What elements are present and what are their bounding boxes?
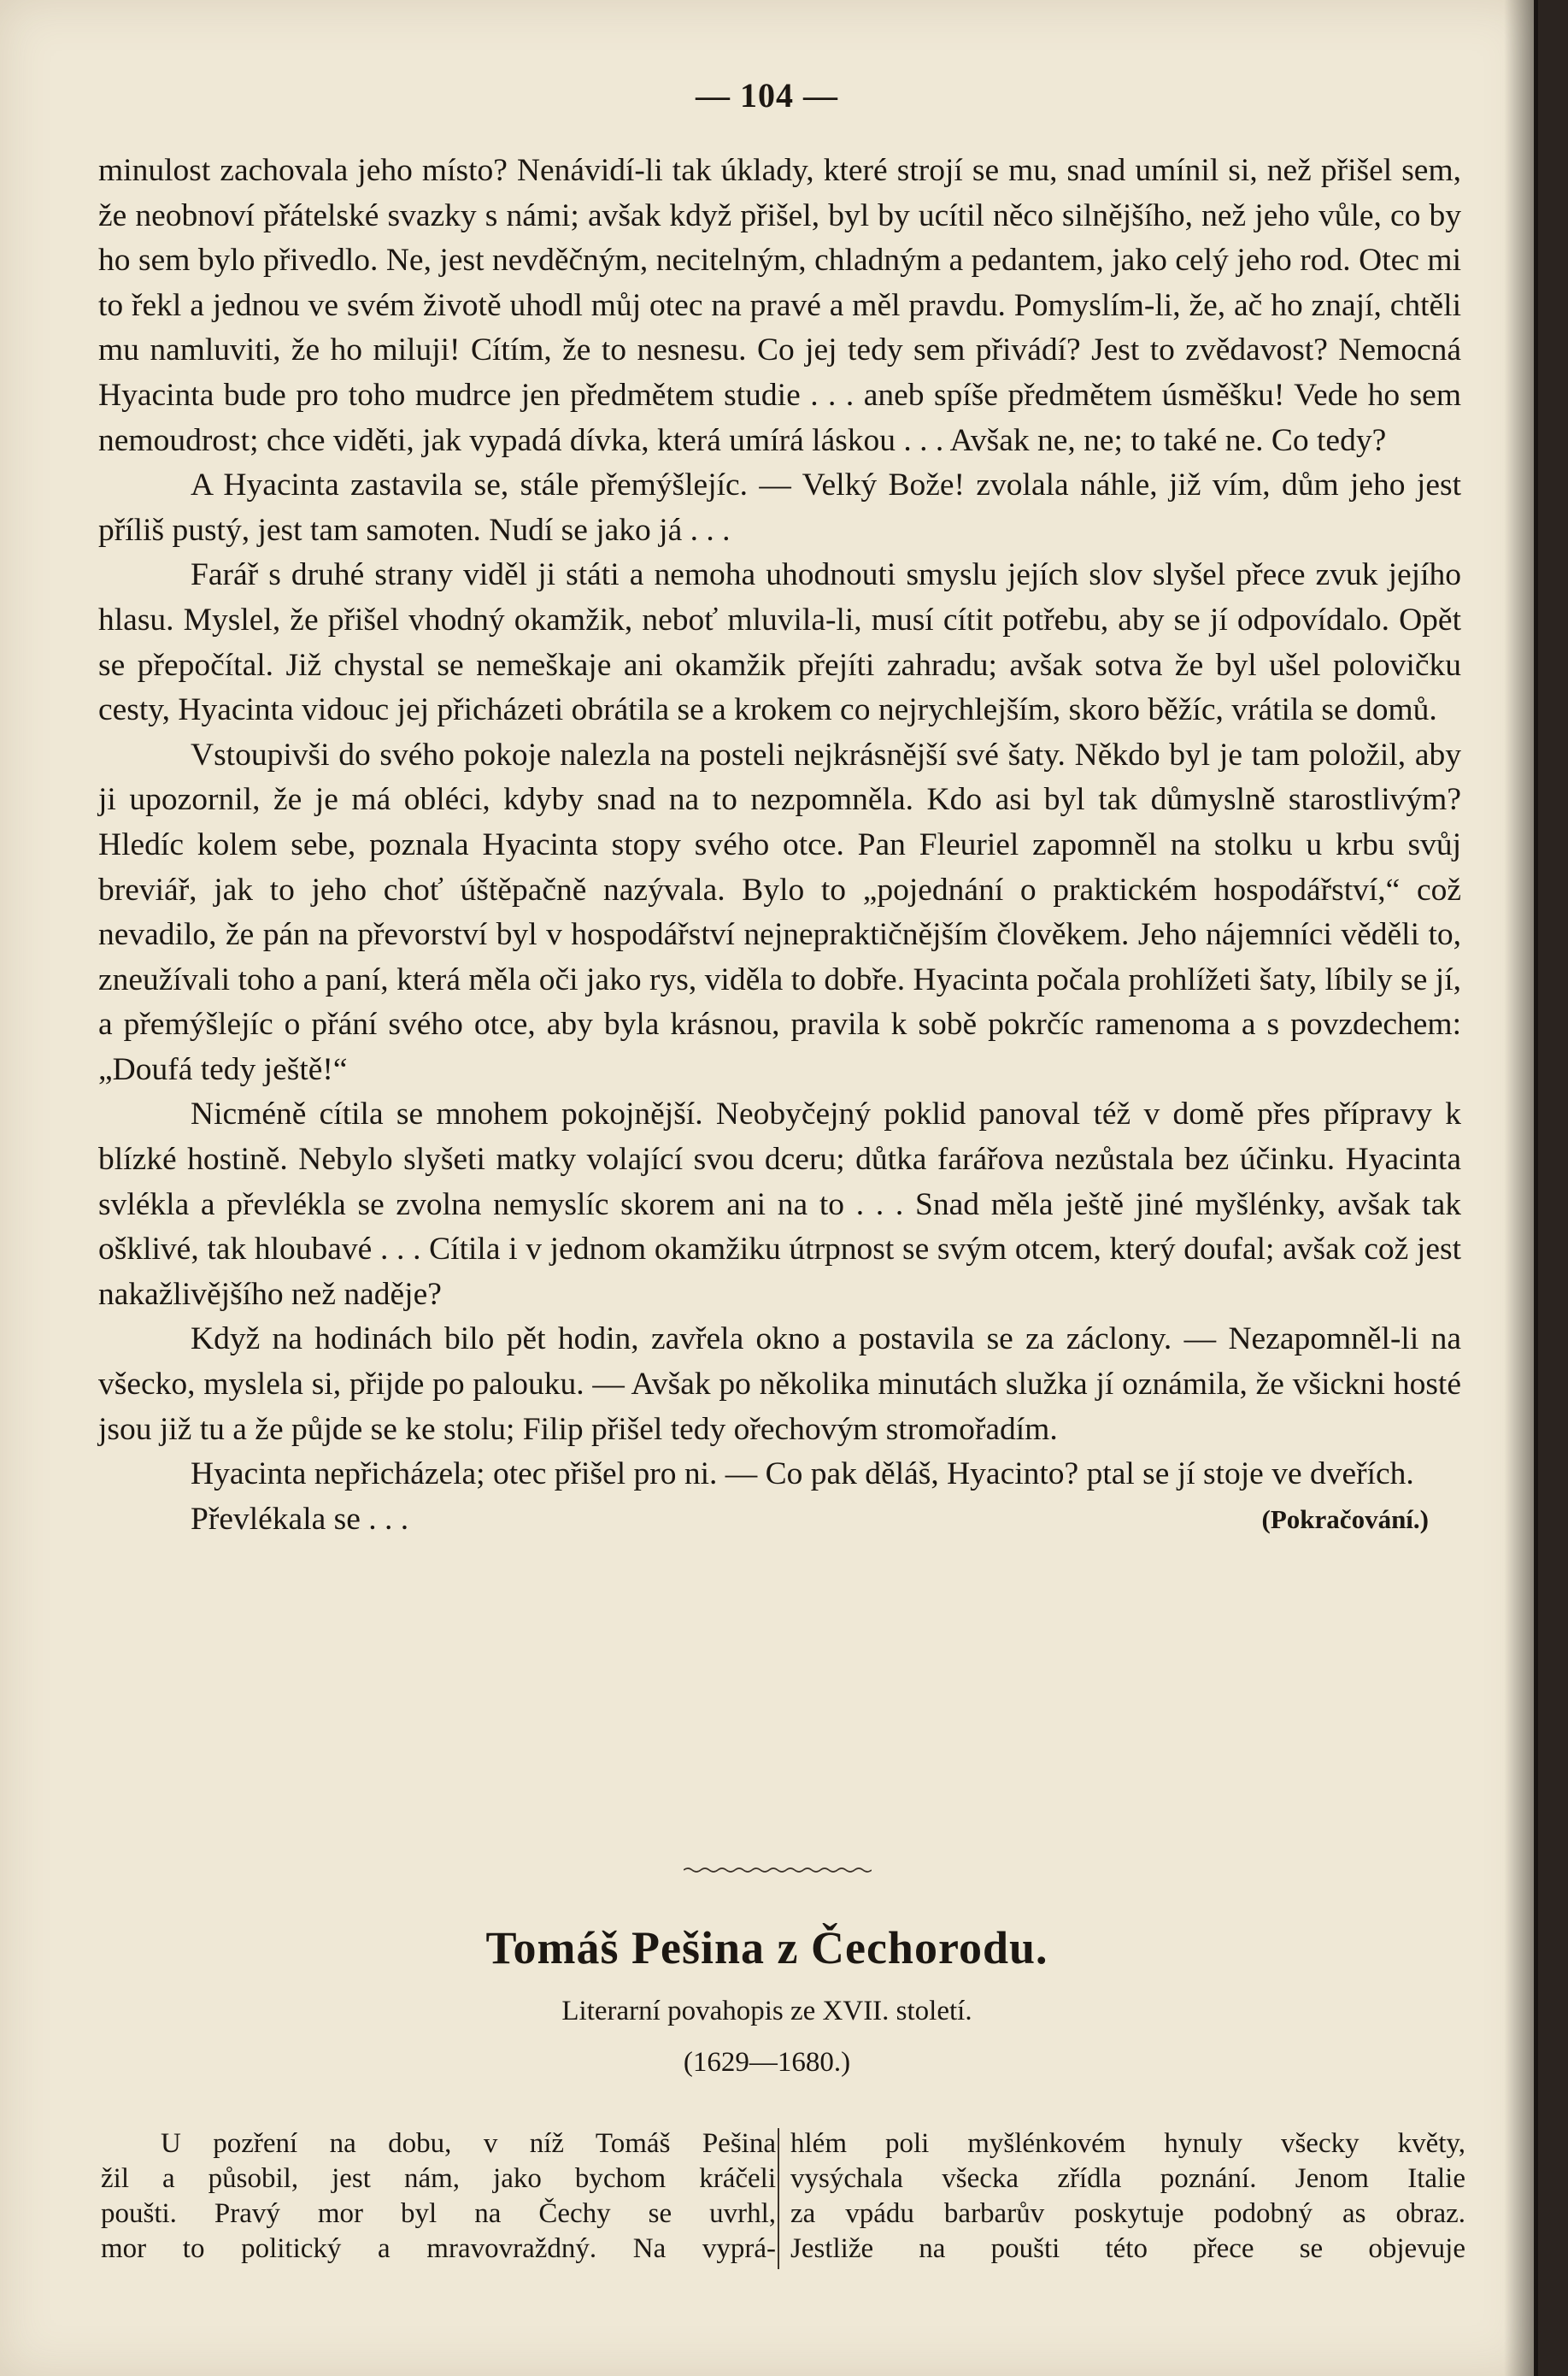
column-line: za vpádu barbarův poskytuje podobný as obraz.	[790, 2198, 1465, 2229]
article-subtitle: Literarní povahopis ze XVII. století.	[561, 1996, 972, 2026]
article-title: Tomáš Pešina z Čechorodu.	[485, 1922, 1048, 1973]
ornament-divider	[684, 1866, 872, 1874]
continuation-note: (Pokračování.)	[1261, 1503, 1429, 1534]
paragraph: minulost zachovala jeho místo? Nenávidí-li tak úklady, které strojí se mu, snad umínil si, než přišel sem, že neobnoví přátelské svazky s námi; avšak když přišel, byl by ucítil něco silnějšího, než jeho vůle, co by ho sem bylo přivedlo. Ne, jest nevděčným, necitelným, chladným a pedantem, jako celý jeho rod. Otec mi to řekl a jednou ve svém životě uhodl můj otec na pravé a měl pravdu. Pomyslím-li, že, ač ho znají, chtěli mu namluviti, že ho miluji! Cítím, že to nesnesu. Co jej tedy sem přivádí? Jest to zvědavost? Nemocná Hyacinta bude pro toho mudrce jen předmětem studie . . . aneb spíše předmětem úsměšku! Vede ho sem nemoudrost; chce viděti, jak vypadá dívka, která umírá láskou . . . Avšak ne, ne; to také ne. Co tedy?	[98, 153, 1461, 458]
page-edge-shadow	[1504, 0, 1538, 2376]
closing-paragraph: Převlékala se . . .	[191, 1501, 409, 1537]
column-line: vysýchala všecka zřídla poznání. Jenom Italie	[790, 2163, 1465, 2194]
right-column	[790, 2126, 1465, 2267]
column-line: hlém poli myšlénkovém hynuly všecky květy,	[790, 2128, 1465, 2159]
paragraph: Nicméně cítila se mnohem pokojnější. Neobyčejný poklid panoval též v domě přes přípravy k blízké hostině. Nebylo slyšeti matky volající svou dceru; důtka farářova nezůstala bez účinku. Hyacinta svlékla a převlékla se zvolna nemyslíc skorem ani na to . . . Snad měla ještě jiné myšlénky, avšak tak ošklivé, tak hloubavé . . . Cítila i v jednom okamžiku útrpnost se svým otcem, který doufal; avšak což jest nakažlivějšího než naděje?	[98, 1097, 1461, 1312]
story-text	[98, 149, 1461, 1542]
paragraph: Když na hodinách bilo pět hodin, zavřela okno a postavila se za záclony. — Nezapomněl-li na všecko, myslela si, přijde po palouku. — Avšak po několika minutách služka jí oznámila, že všickni hosté jsou již tu a že půjde se ke stolu; Filip přišel tedy ořechovým stromořadím.	[98, 1321, 1461, 1447]
article-years: (1629—1680.)	[683, 2047, 851, 2078]
paragraph: Farář s druhé strany viděl ji státi a nemoha uhodnouti smyslu jejích slov slyšel přece zvuk jejího hlasu. Myslel, že přišel vhodný okamžik, neboť mluvila-li, musí cítit potřebu, aby se jí odpovídalo. Opět se přepočítal. Již chystal se nemeškaje ani okamžik přejíti zahradu; avšak sotva že byl ušel polovičku cesty, Hyacinta vidouc jej přicházeti obrátila se a krokem co nejrychlejším, skoro běžíc, vrátila se domů.	[98, 557, 1461, 728]
paragraph: Vstoupivši do svého pokoje nalezla na posteli nejkrásnější své šaty. Někdo byl je tam položil, aby ji upozornil, že je má obléci, kdyby snad na to nezpomněla. Kdo asi byl tak důmyslně starostlivým? Hledíc kolem sebe, poznala Hyacinta stopy svého otce. Pan Fleuriel zapomněl na stolku u krbu svůj breviář, jak to jeho choť úštěpačně nazývala. Bylo to „pojednání o praktickém hospodářství,“ což nevadilo, že pán na převorství byl v hospodářství nejnepraktičnějším člověkem. Jeho nájemníci věděli to, zneužívali toho a paní, která měla oči jako rys, viděla to dobře. Hyacinta počala prohlížeti šaty, líbily se jí, a přemýšlejíc o přání svého otce, aby byla krásnou, pravila k sobě pokrčíc ramenoma a s povzdechem: „Doufá tedy ještě!“	[98, 737, 1461, 1087]
column-line: mor to politický a mravovraždný. Na vyprá-	[101, 2233, 776, 2264]
column-line: poušti. Pravý mor byl na Čechy se uvrhl,	[101, 2198, 776, 2229]
closing-line	[98, 1497, 1461, 1543]
left-column	[101, 2126, 776, 2267]
paragraph: Hyacinta nepřicházela; otec přišel pro ni. — Co pak děláš, Hyacinto? ptal se jí stoje ve dveřích.	[191, 1456, 1414, 1492]
column-line: žil a působil, jest nám, jako bychom kráčeli	[101, 2163, 776, 2194]
column-divider	[778, 2128, 779, 2269]
column-line: Jestliže na poušti této přece se objevuje	[790, 2233, 1465, 2264]
paragraph: A Hyacinta zastavila se, stále přemýšlejíc. — Velký Bože! zvolala náhle, již vím, dům jeho jest příliš pustý, jest tam samoten. Nudí se jako já . . .	[98, 468, 1461, 548]
column-line: U pozření na dobu, v níž Tomáš Pešina	[161, 2128, 776, 2159]
page-number: — 104 —	[696, 76, 838, 115]
